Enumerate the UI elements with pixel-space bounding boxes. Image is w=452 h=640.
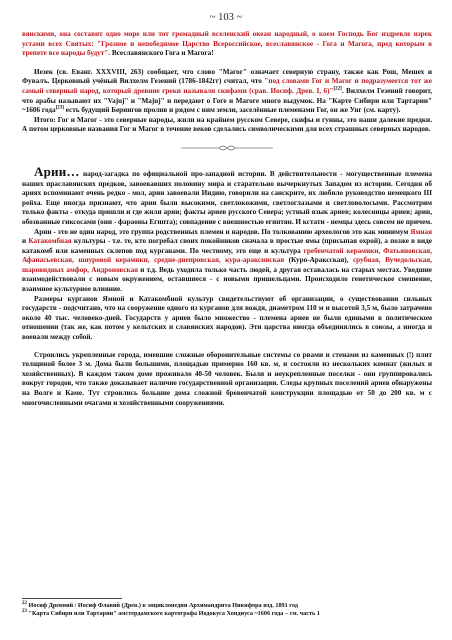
- ariy-p2-d: (Куро-Араксская),: [284, 256, 353, 265]
- ariy-p2-c: культуры - т.е. те, кто погребал своих покойников сначала в простые ямы (присыпая охрой), а позже в виде катакомб или каменных склепов под курганами. По честному, это еще и культура: [22, 237, 432, 255]
- link-cultures-list-1[interactable]: гребенчатой керамики, Фатьяновская, Афанасьевская, шнуровой керамики, средне-днепровская, кура-араксинская: [22, 246, 432, 265]
- ezek-paragraph: [22, 68, 432, 116]
- top-paragraph: [22, 30, 432, 59]
- quote-tail: Всеславянского Гога и Магога!: [110, 49, 214, 58]
- footnote-ref-23[interactable]: [23]: [55, 105, 64, 111]
- ariy-p2-a: Арии - это не один народ, это группа родственных племен и народов. По толкованию археологов это как минимум: [34, 227, 411, 236]
- ariy-intro-text: народ-загадка по официальной про-западной истории. В действительности - могущественные племена наших праславянских предков, завоевавших половину мира и старательно вычеркнутых Западом из истории. Сегодня об ариях вспоминают очень редко - мол, арии завоевали Индию, говорили на санскрите, их любило руководство немецкого III рейха. Еще иногда признают, что арии были высокими, светлокожими, светлоглазыми и светловолосыми. Рассмотрим только факты - откуда пришли и где жили арии; факты ариев русского Севера; устный язык ариев; колесницы ариев; арии, обозванные гиксосами (они - фараоны Египта); совпадение с внешностью египтян. И кстати - немцы здесь совсем не причем.: [22, 169, 432, 226]
- ariy-paragraph-4: Строились укрепленные города, имевшие сложные оборонительные системы со рвами и стенами из каменных (!) плит толщиной более 3 м. Дома были большими, площадью примерно 160 кв. м, и состояли из нескольких комнат (жилых и хозяйственных). В каждом таком доме проживало 40-50 человек. Были и неукрепленные поселки - они группировались вокруг городов, что также доказывает наличие государственной организации. Следы крупных поселений ариев обнаружены на Волге и Каме. Тут строились большие дома сложной бревенчатой конструкции площадью от 50 до 200 кв. м с многочисленными очагами и хозяйственными сооружениями.: [22, 350, 432, 407]
- footnote-number: 22: [22, 600, 27, 606]
- link-katakombnaya[interactable]: Катакомбная: [28, 237, 72, 246]
- ornament-icon: [181, 144, 273, 152]
- link-yamnaya[interactable]: Ямная: [410, 227, 432, 236]
- ezek-end: есть будущий Берингов пролив и рядом с ним земли, заселённые племенами Гог, он же Унг (см. карту).: [63, 106, 401, 115]
- footnote-number: 23: [22, 609, 27, 615]
- footnote-text: Иосиф Древний / Иосиф Флавий (Древ.) в энциклопедии Архимандрита Никифора изд. 1891 год: [28, 602, 298, 609]
- link-cultures-list-2[interactable]: срубная, Вучедольская, шаровидных амфор, Андроновская: [22, 256, 432, 274]
- page-body: [22, 30, 432, 408]
- ezek-start: Иезек (св. Еванг. XXXVIII, 263) сообщает, что слово "Магог" означает северную страну, также как Рош, Мешех и Фувалъ. Церковный учёный Вилхелм Гезений (1786-1842гг) считал, что: [22, 67, 432, 86]
- itog-paragraph: Итого: Гог и Магог - это северные народы, жили на крайнем русском Севере, скифы и гунны, это наши далекие предки. А потом церковные названия Гог и Магог в течение веков сделались символическими для всех страшных северных народов.: [22, 115, 432, 134]
- section-divider: [22, 135, 432, 161]
- ariy-paragraph-3: Размеры курганов Ямной и Катакомбной культур свидетельствуют об организации, о существовании сильных государств - подсчитано, что на сооружение одного из курганов для вождя, диаметром 110 м и высотой 3,5 м, было затрачено около 40 тыс. человеко-дней. Государств у ариев было множество - племена ариев не были едиными в политическом отношении (так же, как потом у кельтских и славянских народов). Эти царства иногда объединялись в союзы, а иногда и воевали между собой.: [22, 294, 432, 342]
- footnote-text: "Карта Сибири или Тартарии" амстердамского картографа Иодокуса Хондиуса ~1606 года – см. часть 1: [28, 610, 320, 618]
- ariy-paragraph-2: [22, 228, 432, 295]
- footnote-ref-22[interactable]: [22]: [333, 86, 342, 92]
- footnote-divider: [22, 598, 122, 599]
- ariy-p2-b: и: [22, 237, 29, 246]
- ezek-mid: . Вилхелм Гезений говорит, что арабы называют их "Vajuj" и "Majuj" и передают о Гоге и Магоге много выдумок. На "Карте Сибири или Тартарии" ~1606 года: [22, 86, 432, 115]
- ariy-p2-e: и т.д. Ведь уходила только часть людей, а другая оставалась на старых местах. Уведшие взаимодействовали с новым окружением, оставшиеся - с новыми пришельцами. Происходило генетическое смешение, взаимное культурное влияние.: [22, 265, 432, 294]
- footnotes: [22, 602, 432, 619]
- ezek-red-quote: "под словами Гог и Магог и подразумеется тот же самый северный народ, который древние греки называли скифами (срав. Иосиф. Древ. I, 6)": [22, 77, 432, 95]
- ariy-paragraph-1: [22, 163, 432, 228]
- section-title: Арии…: [34, 163, 80, 179]
- quote-red: вянскими, она составит одно море или тот громадный вселенский океан народный, о коем Господь Бог издревле изрек устами всех Святых: "Грозное и непобедимое Царство Всероссийское, всеславянское - Гога и Магога, пред которым в трепете все народы будут".: [22, 30, 432, 58]
- page-number: ~ 103 ~: [209, 12, 243, 23]
- footnote-23: [22, 610, 432, 618]
